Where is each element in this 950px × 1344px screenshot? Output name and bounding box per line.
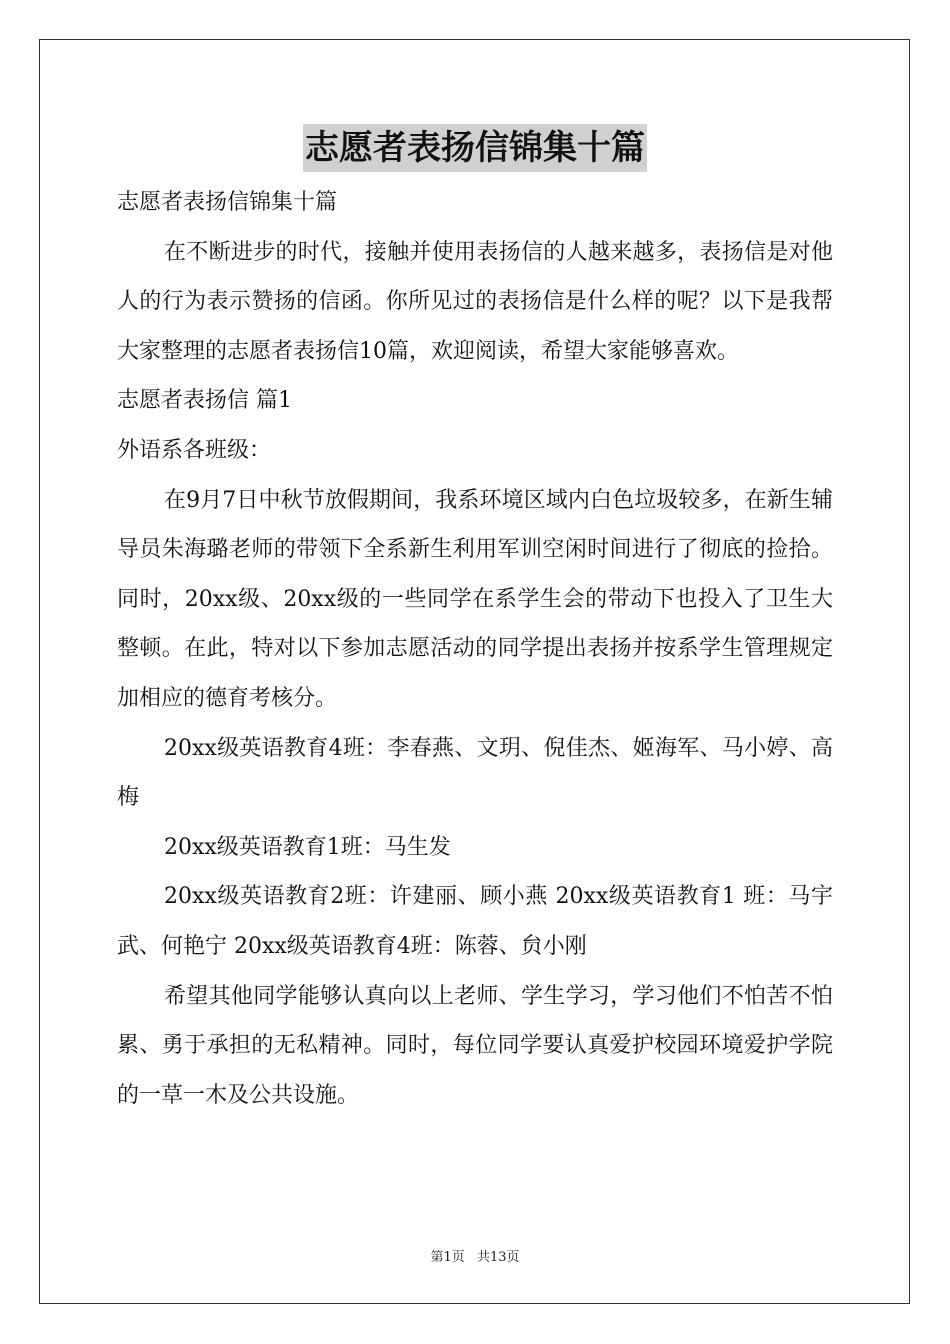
paragraph: 在不断进步的时代，接触并使用表扬信的人越来越多，表扬信是对他人的行为表示赞扬的信函。你所见过的表扬信是什么样的呢？以下是我帮大家整理的志愿者表扬信10篇，欢迎阅读，希望大家能够喜欢。 [117,239,833,364]
page-footer [0,1246,950,1265]
paragraph: 在9月7日中秋节放假期间，我系环境区域内白色垃圾较多，在新生辅导员朱海璐老师的带领下全系新生利用军训空闲时间进行了彻底的捡拾。同时，20xx级、20xx级的一些同学在系学生会的带动下也投入了卫生大整顿。在此，特对以下参加志愿活动的同学提出表扬并按系学生管理规定加相应的德育考核分。 [117,487,833,711]
paragraph: 20xx级英语教育2班：许建丽、顾小燕 20xx级英语教育1 班：马宇武、何艳宁 20xx级英语教育4班：陈蓉、贠小刚 [117,884,833,959]
page-number: 第1页 [430,1250,465,1265]
page-total: 共13页 [476,1250,520,1265]
salutation: 外语系各班级： [117,437,272,463]
paragraph: 志愿者表扬信锦集十篇 [117,190,338,215]
title-container [0,124,950,172]
document-title: 志愿者表扬信锦集十篇 [303,124,647,172]
paragraph: 希望其他同学能够认真向以上老师、学生学习，学习他们不怕苦不怕累、勇于承担的无私精神。同时，每位同学要认真爱护校园环境爱护学院的一草一木及公共设施。 [117,983,833,1108]
section-heading: 志愿者表扬信 篇1 [117,388,292,414]
paragraph: 20xx级英语教育1班：马生发 [164,834,451,860]
document-body [117,178,833,1120]
paragraph: 20xx级英语教育4班：李春燕、文玥、倪佳杰、姬海军、马小婷、高梅 [117,735,833,811]
